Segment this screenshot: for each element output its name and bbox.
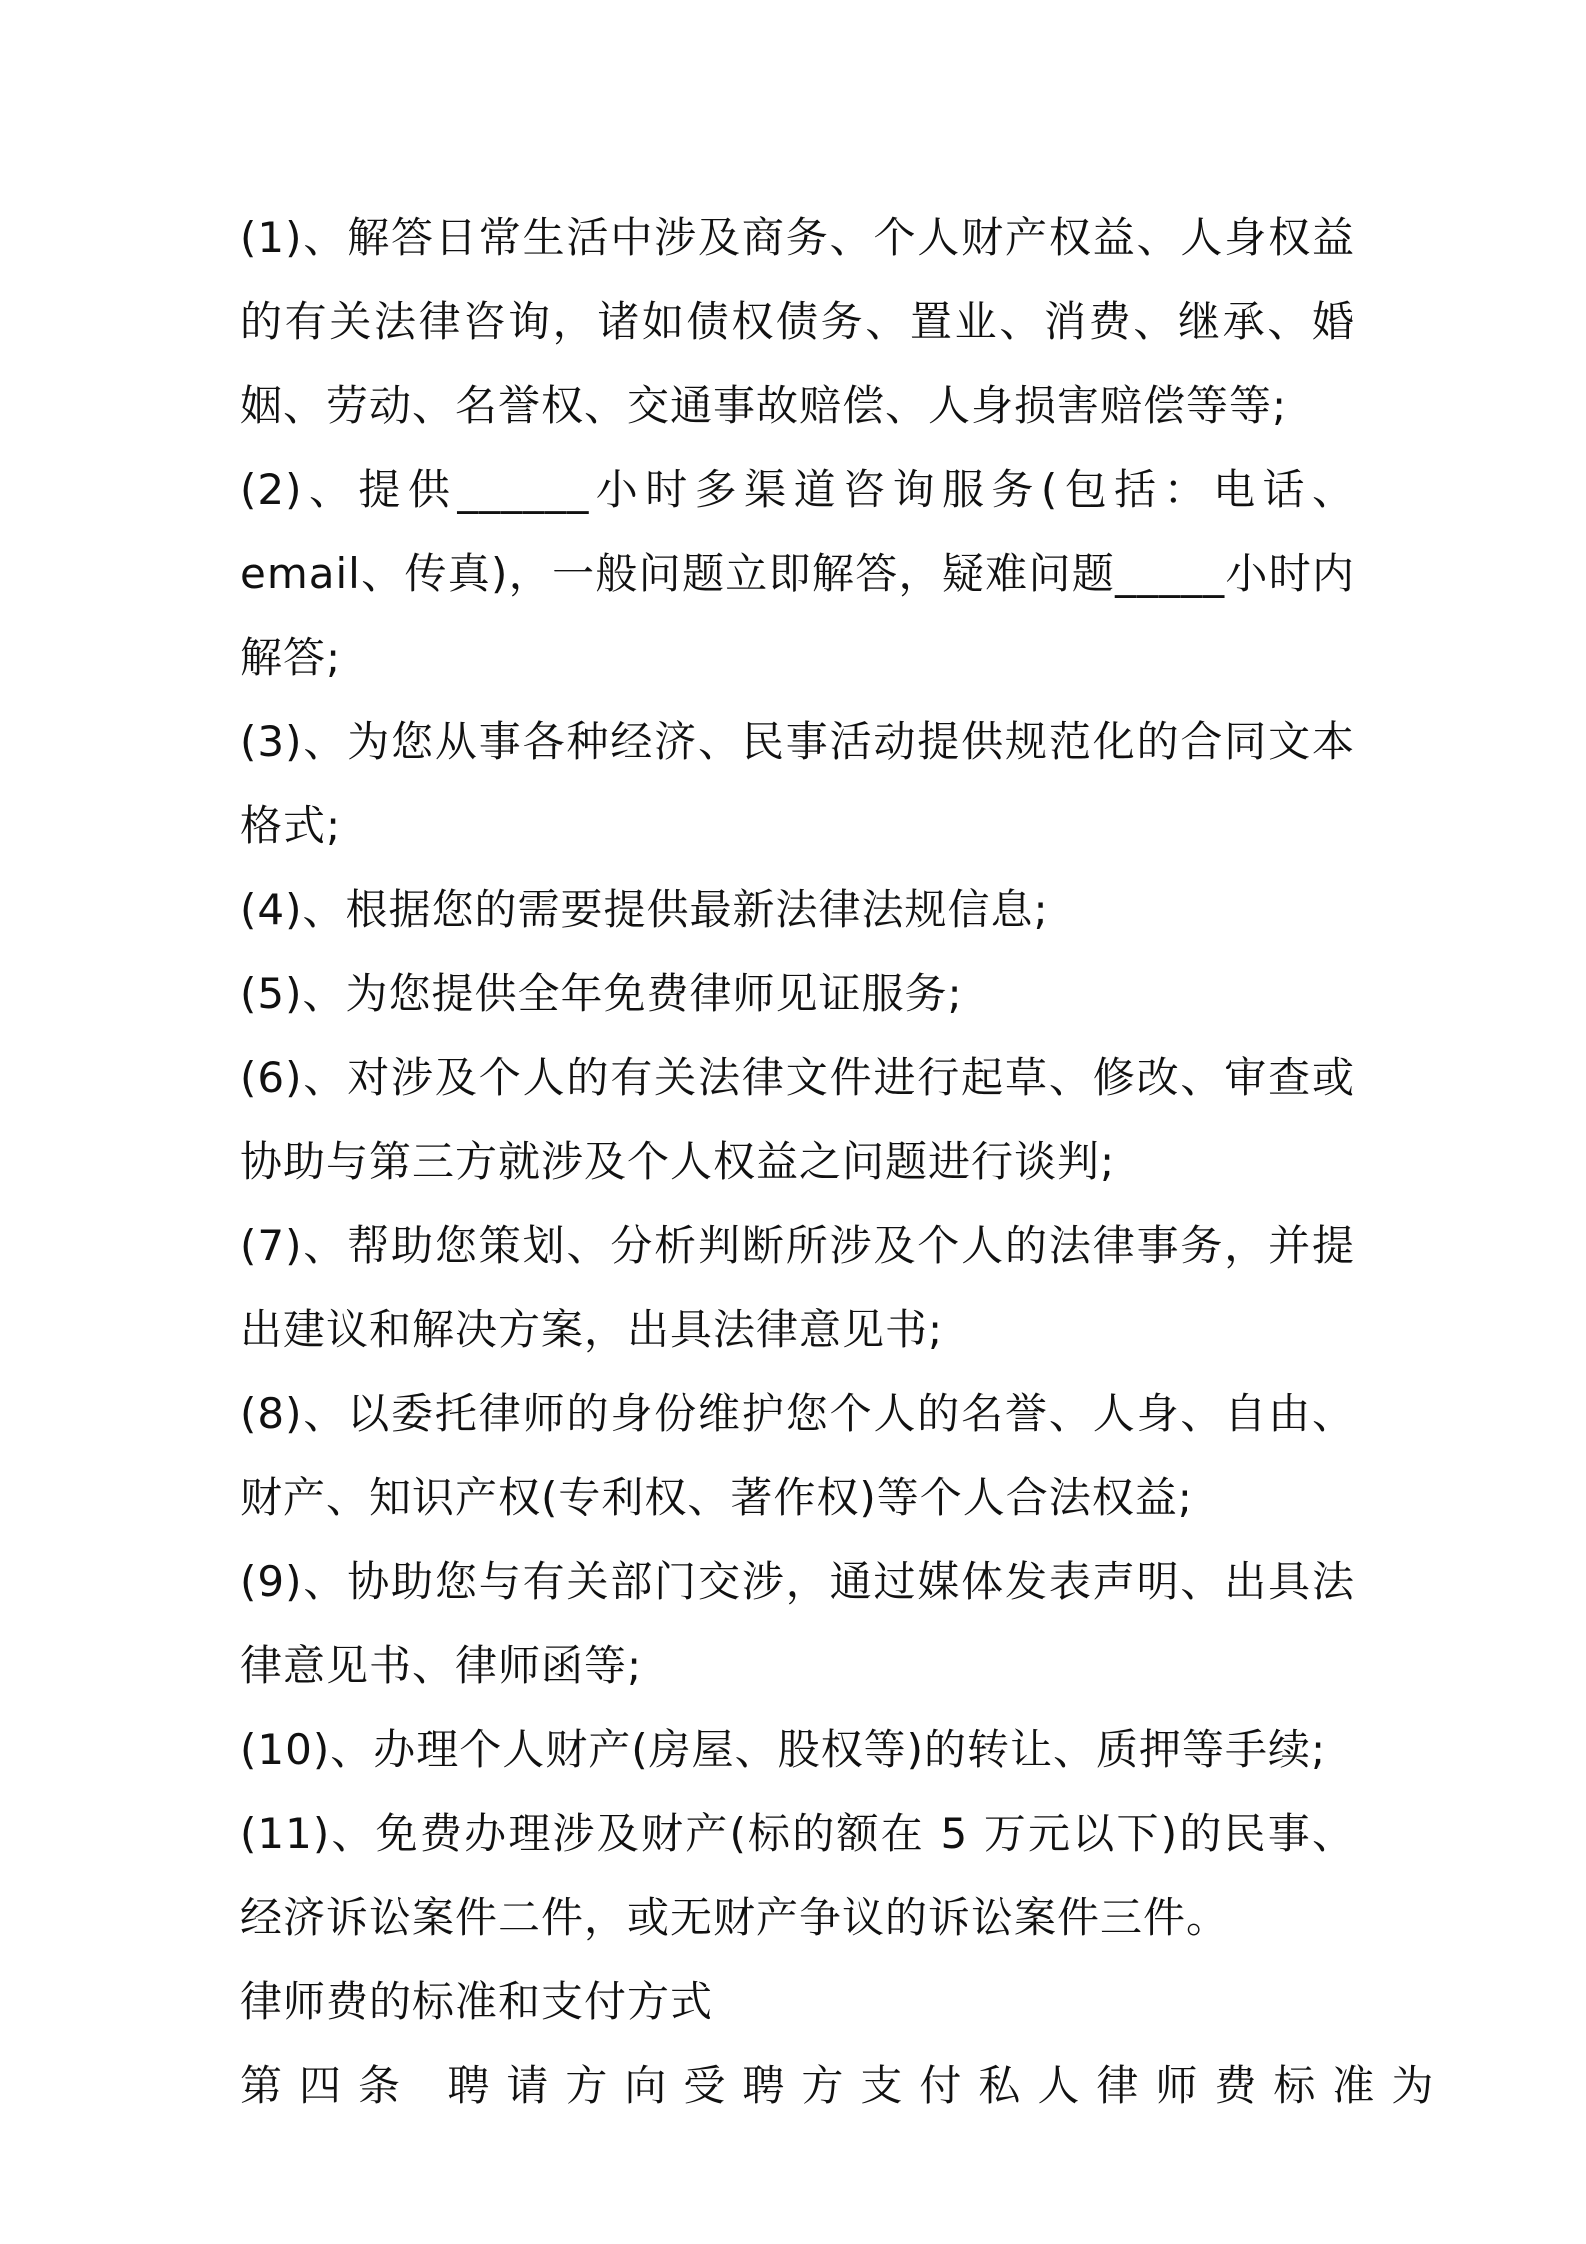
service-item-2: (2)、提供______小时多渠道咨询服务(包括：电话、email、传真)，一般问题立即解答，疑难问题_____小时内解答;: [240, 465, 1355, 682]
document-page: [240, 196, 1451, 2128]
service-item-10: (10)、办理个人财产(房屋、股权等)的转让、质押等手续;: [240, 1725, 1327, 1774]
section-heading: 律师费的标准和支付方式: [240, 1977, 714, 2026]
service-item-5: (5)、为您提供全年免费律师见证服务;: [240, 969, 963, 1018]
service-item-11: (11)、免费办理涉及财产(标的额在 5 万元以下)的民事、经济诉讼案件二件，或无财产争议的诉讼案件三件。: [240, 1809, 1355, 1942]
service-item-9: (9)、协助您与有关部门交涉，通过媒体发表声明、出具法律意见书、律师函等;: [240, 1557, 1355, 1690]
service-item-4: (4)、根据您的需要提供最新法律法规信息;: [240, 885, 1049, 934]
service-item-6: (6)、对涉及个人的有关法律文件进行起草、修改、审查或协助与第三方就涉及个人权益之问题进行谈判;: [240, 1053, 1355, 1186]
service-item-3: (3)、为您从事各种经济、民事活动提供规范化的合同文本格式;: [240, 717, 1355, 850]
service-item-7: (7)、帮助您策划、分析判断所涉及个人的法律事务，并提出建议和解决方案，出具法律意见书;: [240, 1221, 1355, 1354]
service-item-8: (8)、以委托律师的身份维护您个人的名誉、人身、自由、财产、知识产权(专利权、著作权)等个人合法权益;: [240, 1389, 1355, 1522]
service-item-1: (1)、解答日常生活中涉及商务、个人财产权益、人身权益的有关法律咨询，诸如债权债务、置业、消费、继承、婚姻、劳动、名誉权、交通事故赔偿、人身损害赔偿等等;: [240, 213, 1355, 430]
article-four: 第四条 聘请方向受聘方支付私人律师费标准为: [240, 2061, 1451, 2110]
